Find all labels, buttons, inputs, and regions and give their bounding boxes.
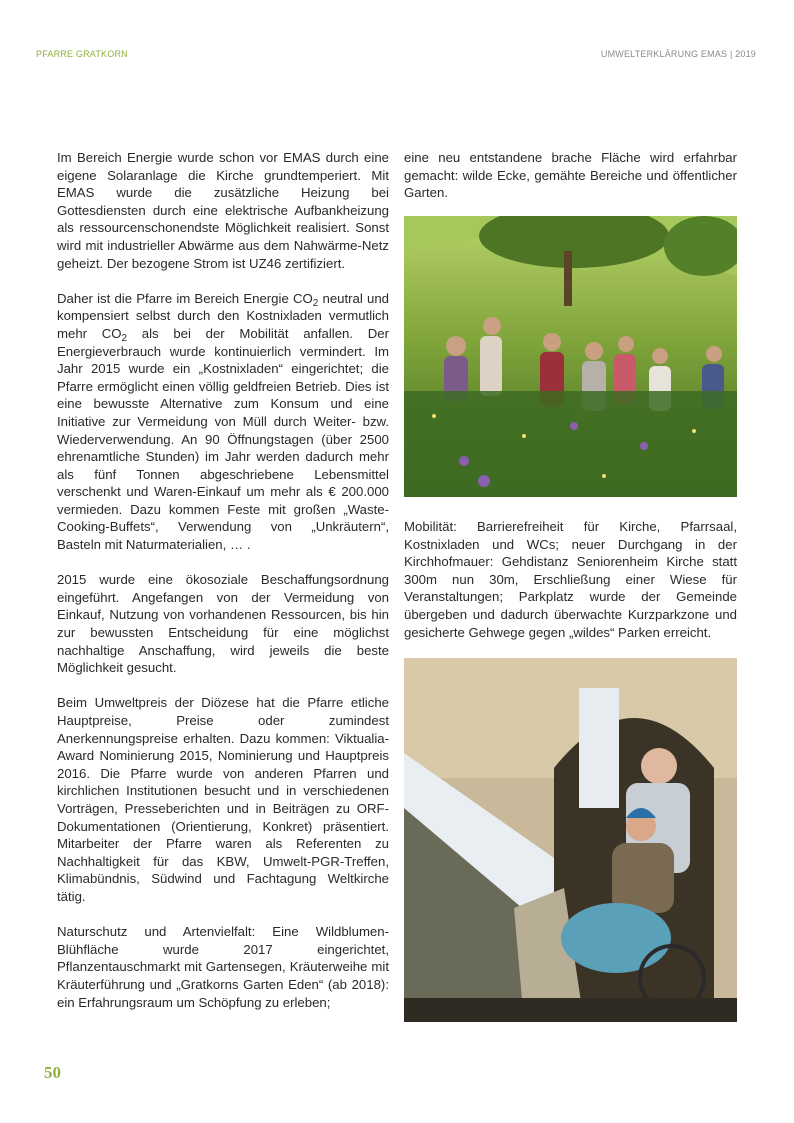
paragraph-co2-kostnixladen <box>57 290 389 554</box>
paragraph-co2-part-b: neutral und kompensiert selbst durch den Kostnixladen vermutlich mehr CO <box>57 290 389 341</box>
paragraph-co2-part-c: als bei der Mobilität anfallen. Der Energieverbrauch wurde kontinuierlich vermindert. Im Jahr 2015 wurde ein „Kostnixladen“ eingerichtet; die Pfarre ermöglicht einen völlig geldfreien Betrieb. Dies ist eine bewusste Alternative zum Konsum und eine Initiative zur Vermeidung von Müll durch Weiter- bzw. Wiederverwendung. An 90 Öffnungstagen (über 2500 ehrenamtliche Stunden) im Jahr werden dadurch mehr als fünf Tonnen abgeschriebene Lebensmittel verschenkt und Waren-Einkauf um mehr als € 200.000 vermieden. Dazu kommen Feste mit großen „Waste-Cooking-Buffets“, Verwendung von „Unkräutern“, Basteln mit Naturmaterialien, … . <box>57 325 389 553</box>
paragraph-nature-conservation: Naturschutz und Artenvielfalt: Eine Wildblumen-Blühfläche wurde 2017 eingerichtet, Pflanzentauschmarkt mit Gartensegen, Kräuterweihe mit Kräuterführung und „Gratkorns Garten Eden“ (ab 2018): ein Erfahrungsraum um Schöpfung zu erleben; <box>57 924 389 1010</box>
paragraph-mobility: Mobilität: Barrierefreiheit für Kirche, Pfarrsaal, Kostnixladen und WCs; neuer Durchgang in der Kirchhofmauer: Gehdistanz Seniorenheim Kirche statt 300m nun 30m, Erschließung einer Wiese für Veranstaltungen; Parkplatz wurde der Gemeinde übergeben und dadurch überwachte Kurzparkzone und gesicherte Gehwege gegen „wildes“ Parken erreicht. <box>404 519 737 640</box>
page-number: 50 <box>44 1063 61 1082</box>
right-column-top <box>404 149 737 202</box>
co2-subscript: 2 <box>121 332 128 344</box>
paragraph-procurement: 2015 wurde eine ökosoziale Beschaffungsordnung eingeführt. Angefangen von der Vermeidung von Einkauf, Nutzung von vorhandenen Ressourcen, bis hin zur bewussten Entscheidung für eine möglichst nachhaltige Anschaffung, wird jeweils die beste Möglichkeit gesucht. <box>57 572 389 676</box>
paragraph-energy: Im Bereich Energie wurde schon vor EMAS durch eine eigene Solaranlage die Kirche grundtemperiert. Mit EMAS wurde die zusätzliche Heizung bei Gottesdiensten durch eine elektrische Aufbankheizung als ressourcenschonendste Möglichkeit realisiert. Sonst wird mit industrieller Abwärme aus dem Nahwärme-Netz geheizt. Der bezogene Strom ist UZ46 zertifiziert. <box>57 150 389 271</box>
co2-subscript: 2 <box>312 297 319 309</box>
photo-wildflower-meadow <box>404 216 737 497</box>
paragraph-co2-part-a: Daher ist die Pfarre im Bereich Energie CO <box>57 290 313 306</box>
paragraph-awards: Beim Umweltpreis der Diözese hat die Pfarre etliche Hauptpreise, Preise oder zumindest Anerkennungspreise erhalten. Dazu kommen: Viktualia-Award Nominierung 2015, Nominierung und Hauptpreis 2016. Die Pfarre wurde von anderen Pfarren und kirchlichen Institutionen besucht und in verschiedenen Vorträgen, Presseberichten und in Beiträgen zu ORF-Dokumentationen (Orientierung, Konkret) präsentiert. Mitarbeiter der Pfarre waren als Referenten zu Nachhaltigkeit für das KBW, Umwelt-PGR-Treffen, Klimabündnis, Südwind und Fachtagung Weltkirche tätig. <box>57 695 389 904</box>
paragraph-fallow-land: eine neu entstandene brache Fläche wird erfahrbar gemacht: wilde Ecke, gemähte Bereiche und öffentlicher Garten. <box>404 150 737 201</box>
left-column <box>57 149 389 1011</box>
running-header-right: UMWELTERKLÄRUNG EMAS | 2019 <box>600 49 756 59</box>
photo-wheelchair-gateway <box>404 658 737 1022</box>
running-header-left: PFARRE GRATKORN <box>36 49 128 59</box>
